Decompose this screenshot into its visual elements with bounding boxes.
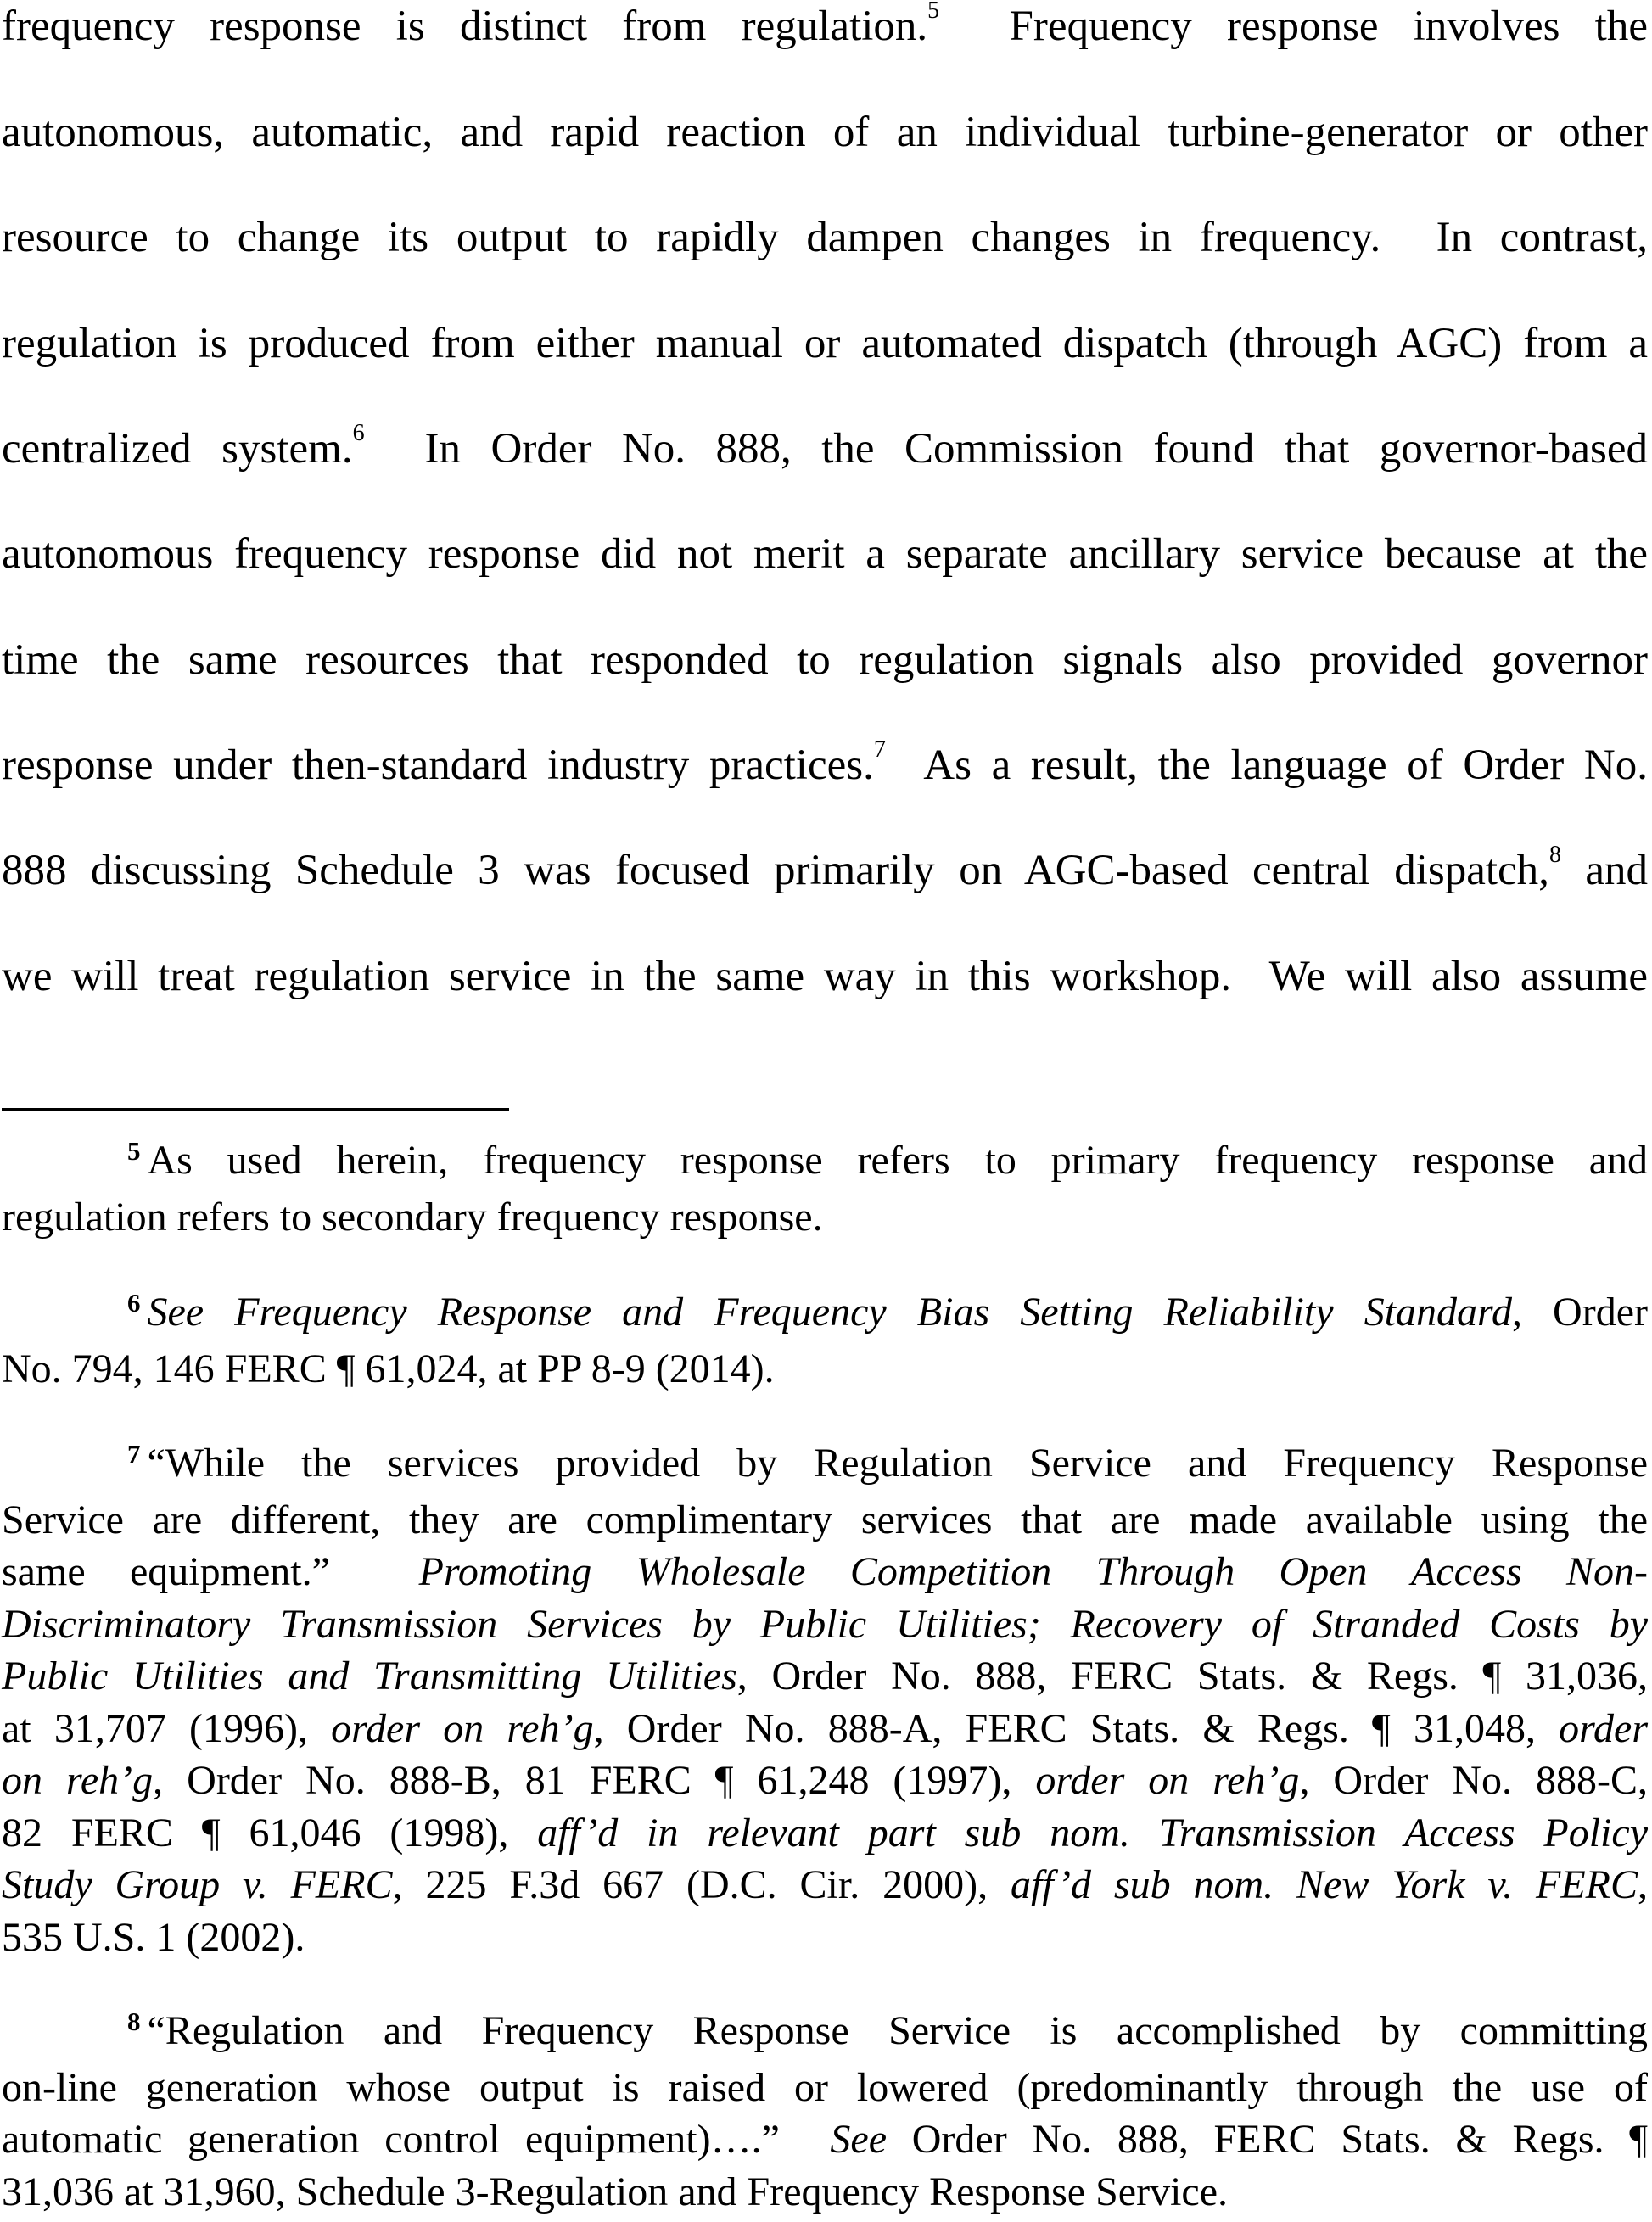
footnote-text: No. 794, 146 FERC ¶ 61,024, at PP 8-9 (2014). <box>2 1346 775 1391</box>
footnote-text: , Order <box>1511 1290 1648 1335</box>
footnote-number: 5 <box>127 1136 141 1166</box>
body-line-3 <box>2 212 1648 263</box>
footnote-text: Order No. 888, FERC Stats. & Regs. ¶ <box>887 2117 1648 2162</box>
case-citation: See <box>830 2117 887 2162</box>
body-text: autonomous frequency response did not merit a separate ancillary service because at the <box>2 530 1648 578</box>
footnote-text: same equipment.” <box>2 1549 419 1594</box>
footnote-separator <box>2 1108 509 1111</box>
case-citation: Promoting Wholesale Competition Through Open Access Non- <box>418 1549 1648 1594</box>
footnote-text: on-line generation whose output is raised or lowered (predominantly through the use of <box>2 2064 1648 2110</box>
body-text: In Order No. 888, the Commission found that governor-based <box>364 425 1648 473</box>
footnote-text: 31,036 at 31,960, Schedule 3-Regulation and Frequency Response Service. <box>2 2169 1229 2214</box>
footnote-text: “Regulation and Frequency Response Service is accomplished by committing <box>147 2008 1648 2053</box>
case-citation: See Frequency Response and Frequency Bias Setting Reliability Standard <box>147 1290 1512 1335</box>
body-line-2 <box>2 107 1648 158</box>
body-line-6 <box>2 529 1648 579</box>
body-line-8 <box>2 736 1649 791</box>
footnote-line <box>2 1286 1648 1343</box>
footnote-line <box>2 2062 1648 2114</box>
footnote-line <box>2 2113 1648 2166</box>
footnote-text: , Order No. 888-C, <box>1299 1758 1648 1803</box>
footnote-text: , Order No. 888, FERC Stats. & Regs. ¶ 31,036, <box>736 1654 1648 1699</box>
body-line-10 <box>2 951 1648 1002</box>
footnote-text: “While the services provided by Regulation Service and Frequency Response <box>147 1441 1648 1486</box>
body-line-7 <box>2 635 1648 686</box>
body-text: autonomous, automatic, and rapid reaction of an individual turbine-generator or other <box>2 109 1648 156</box>
footnote-line <box>2 1650 1648 1703</box>
footnote-5 <box>2 1134 1648 1243</box>
footnote-line <box>2 1546 1648 1598</box>
footnote-line <box>2 2166 1648 2219</box>
footnote-line <box>2 2005 1648 2062</box>
body-text: we will treat regulation service in the same way in this workshop. We will also assume <box>2 953 1648 1000</box>
footnote-number: 6 <box>127 1288 141 1318</box>
footnote-line <box>2 1191 1648 1244</box>
footnote-7 <box>2 1437 1648 1963</box>
footnote-text: regulation refers to secondary frequency response. <box>2 1194 823 1240</box>
body-text: Frequency response involves the <box>939 3 1648 50</box>
footnote-text: , <box>1638 1862 1649 1907</box>
footnote-line <box>2 1807 1648 1860</box>
case-citation: order on reh’g <box>1035 1758 1300 1803</box>
body-line-5 <box>2 420 1648 474</box>
footnote-text: at 31,707 (1996), <box>2 1705 332 1751</box>
case-citation: order <box>1559 1705 1649 1751</box>
body-text: frequency response is distinct from regulation. <box>2 3 928 50</box>
footnote-line <box>2 1437 1648 1494</box>
body-line-1 <box>2 1 1648 52</box>
case-citation: order on reh’g <box>331 1705 594 1751</box>
body-line-9 <box>2 842 1649 896</box>
footnote-text: , Order No. 888-A, FERC Stats. & Regs. ¶ 31,048, <box>593 1705 1560 1751</box>
footnote-text: 535 U.S. 1 (2002). <box>2 1914 305 1960</box>
body-line-4 <box>2 318 1648 369</box>
footnote-text: automatic generation control equipment)….” <box>2 2117 831 2162</box>
footnote-ref-5[interactable]: 5 <box>927 0 940 24</box>
body-text: resource to change its output to rapidly dampen changes in frequency. In contrast, <box>2 214 1648 261</box>
footnote-text: 82 FERC ¶ 61,046 (1998), <box>2 1810 538 1855</box>
footnote-text: , Order No. 888-B, 81 FERC ¶ 61,248 (1997), <box>153 1758 1036 1803</box>
body-text: regulation is produced from either manual or automated dispatch (through AGC) from a <box>2 320 1648 367</box>
body-text: 888 discussing Schedule 3 was focused primarily on AGC-based central dispatch, <box>2 847 1549 894</box>
footnote-text: Service are different, they are complimentary services that are made available using the <box>2 1497 1648 1542</box>
footnote-number: 7 <box>127 1439 141 1469</box>
footnote-text: As used herein, frequency response refers to primary frequency response and <box>147 1138 1648 1183</box>
footnote-text: , 225 F.3d 667 (D.C. Cir. 2000), <box>392 1862 1011 1907</box>
body-text: As a result, the language of Order No. <box>885 742 1649 789</box>
case-citation: Discriminatory Transmission Services by Public Utilities; Recovery of Stranded Costs by <box>2 1601 1648 1647</box>
footnote-ref-8[interactable]: 8 <box>1548 842 1561 868</box>
footnote-line <box>2 1703 1648 1755</box>
body-text: centralized system. <box>2 425 353 473</box>
footnote-number: 8 <box>127 2007 141 2036</box>
footnote-ref-7[interactable]: 7 <box>873 736 886 763</box>
footnote-line <box>2 1494 1648 1547</box>
body-text: and <box>1560 847 1649 894</box>
case-citation: aff’d in relevant part sub nom. Transmission Access Policy <box>537 1810 1649 1855</box>
footnote-line <box>2 1343 1648 1396</box>
body-text: time the same resources that responded to regulation signals also provided governor <box>2 636 1648 684</box>
footnote-ref-6[interactable]: 6 <box>352 420 365 446</box>
footnote-8 <box>2 2005 1648 2218</box>
footnote-line <box>2 1859 1648 1911</box>
case-citation: Public Utilities and Transmitting Utilities <box>2 1654 737 1699</box>
case-citation: Study Group v. FERC <box>2 1862 393 1907</box>
footnote-line <box>2 1134 1648 1191</box>
case-citation: on reh’g <box>2 1758 154 1803</box>
footnote-line <box>2 1598 1648 1651</box>
case-citation: aff’d sub nom. New York v. FERC <box>1010 1862 1638 1907</box>
footnote-6 <box>2 1286 1648 1395</box>
body-text: response under then-standard industry practices. <box>2 742 874 789</box>
footnote-line <box>2 1755 1648 1807</box>
footnote-line <box>2 1911 1648 1964</box>
